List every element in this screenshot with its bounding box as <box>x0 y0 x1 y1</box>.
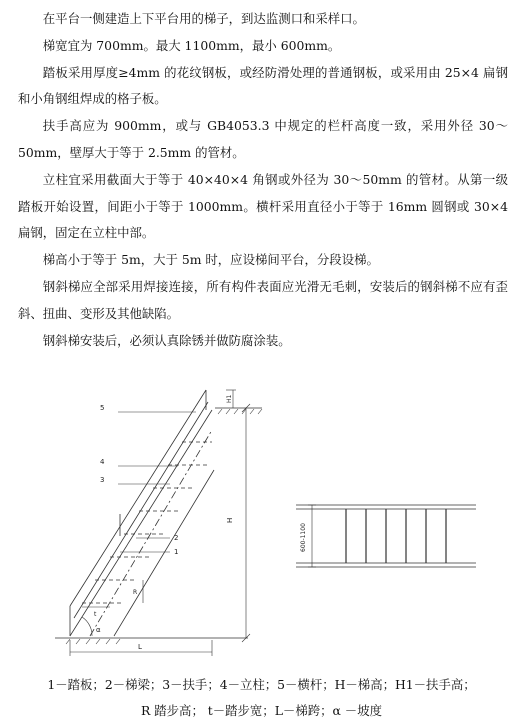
plan-view <box>296 505 476 567</box>
label-width: 600-1100 <box>300 523 307 552</box>
label-3: 3 <box>100 476 105 484</box>
label-2: 2 <box>174 534 179 542</box>
paragraph: 梯宽宜为 700mm。最大 1100mm，最小 600mm。 <box>42 37 341 53</box>
body-text <box>18 6 508 354</box>
label-L: L <box>138 643 142 651</box>
paragraph: 立柱宜采用截面大于等于 40×40×4 角钢或外径为 30～50mm 的管材。从第一级踏板开始设置，间距小于等于 1000mm。横杆采用直径小于等于 16mm 圆钢或 30×4 扁钢，固定在立柱中部。 <box>18 171 508 241</box>
label-4: 4 <box>100 458 105 466</box>
handrail-outer <box>70 390 206 606</box>
caption-line-1: 1－踏板；2－梯梁；3－扶手；4－立柱；5－横杆；H－梯高；H1－扶手高； <box>47 677 476 692</box>
paragraph: 梯高小于等于 5m，大于 5m 时，应设梯间平台，分段设梯。 <box>42 252 379 268</box>
top-ground-hatch <box>218 409 262 414</box>
label-t: t <box>94 611 97 618</box>
alpha-arc <box>82 617 92 636</box>
paragraph: 钢斜梯安装后，必须认真除锈并做防腐涂装。 <box>42 332 291 348</box>
label-R: R <box>133 589 138 596</box>
label-H1: H1 <box>226 394 233 403</box>
paragraph: 在平台一侧建造上下平台用的梯子，到达监测口和采样口。 <box>42 11 365 26</box>
bottom-ground-hatch <box>66 639 120 644</box>
paragraph: 扶手高应为 900mm，或与 GB4053.3 中规定的栏杆高度一致，采用外径 30～50mm，壁厚大于等于 2.5mm 的管材。 <box>18 118 508 160</box>
label-alpha: α <box>96 626 101 634</box>
stringer-back <box>114 470 214 636</box>
stringer-front <box>70 410 212 636</box>
caption-line-2: R 踏步高； t－踏步宽；L－梯跨；α －坡度 <box>141 703 382 718</box>
label-H: H <box>226 517 234 523</box>
handrail-inner <box>74 402 208 618</box>
figure-caption <box>0 672 523 724</box>
label-1: 1 <box>174 548 179 556</box>
label-5: 5 <box>100 404 105 412</box>
stringer-centerline <box>90 430 212 636</box>
paragraph: 踏板采用厚度≥4mm 的花纹钢板，或经防滑处理的普通钢板，或采用由 25×4 扁钢和小角钢组焊成的格子板。 <box>18 64 508 107</box>
paragraph: 钢斜梯应全部采用焊接连接，所有构件表面应光滑无毛刺，安装后的钢斜梯不应有歪斜、扭曲、变形及其他缺陷。 <box>18 278 508 321</box>
stair-diagram <box>0 385 523 670</box>
